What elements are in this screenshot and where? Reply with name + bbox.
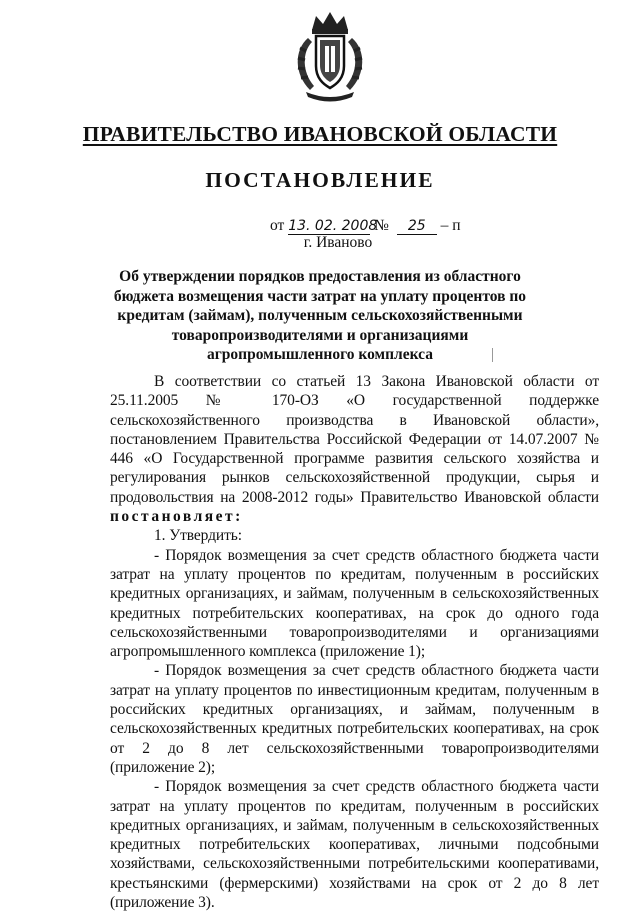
- date-number-line: [270, 217, 461, 235]
- government-title: ПРАВИТЕЛЬСТВО ИВАНОВСКОЙ ОБЛАСТИ: [82, 122, 558, 146]
- item-1: 1. Утвердить:: [154, 527, 242, 545]
- number-suffix: – п: [440, 217, 461, 234]
- margin-mark: [492, 348, 493, 362]
- preamble-text: В соответствии со статьей 13 Закона Ивановской области от 25.11.2005 № 170-ОЗ «О государственной поддержке сельскохозяйственного производства в Ивановской области», постановлением Правительства Российской Федерации от 14.07.2007 № 446 «О Государственной программе развития сельского хозяйства и регулирования рынков сельскохозяйственной продукции, сырья и продовольствия на 2008-2012 годы» Правительство Ивановской области: [110, 373, 599, 506]
- decree-date: 13. 02. 2008: [288, 218, 378, 234]
- preamble-paragraph: [110, 372, 599, 526]
- decree-number: 25: [397, 218, 437, 235]
- bullet-paragraph-2: - Порядок возмещения за счет средств областного бюджета части затрат на уплату процентов по инвестиционным кредитам, полученным в российских кредитных организациях, и займам, полученным в сельскохозяйственных кредитных потребительских кооперативах, на срок от 2 до 8 лет сельскохозяйственными товаропроизводителями (приложение 2);: [110, 662, 599, 776]
- date-prefix: от: [270, 217, 285, 234]
- city: г. Иваново: [303, 234, 373, 251]
- bullet-paragraph-1: - Порядок возмещения за счет средств областного бюджета части затрат на уплату процентов по кредитам, полученным в российских кредитных организациях, и займам, полученным в сельскохозяйственных кредитных потребительских кооперативах, на срок до одного года сельскохозяйственными товаропроизводителями и организациями агропромышленного комплекса (приложение 1);: [110, 546, 599, 661]
- decree-word: постановляет:: [110, 508, 243, 526]
- document-body: [110, 372, 599, 912]
- ivanovo-coat-of-arms-icon: [290, 8, 370, 102]
- document-title: Об утверждении порядков предоставления из областного бюджета возмещения части затрат на уплату процентов по кредитам (займам), полученным сельскохозяйственными товаропроизводителями и организациями агропромышленного комплекса: [113, 268, 527, 363]
- document-type: ПОСТАНОВЛЕНИЕ: [205, 168, 435, 192]
- bullet-paragraph-3: - Порядок возмещения за счет средств областного бюджета части затрат на уплату процентов по кредитам, полученным в российских кредитных организациях, и займам, полученным в сельскохозяйственных кредитных потребительских кооперативах, личными подсобными хозяйствами, сельскохозяйственными потребительскими кооперативами, крестьянскими (фермерскими) хозяйствами на срок от 2 до 8 лет (приложение 3).: [110, 778, 599, 912]
- number-prefix: №: [374, 217, 389, 234]
